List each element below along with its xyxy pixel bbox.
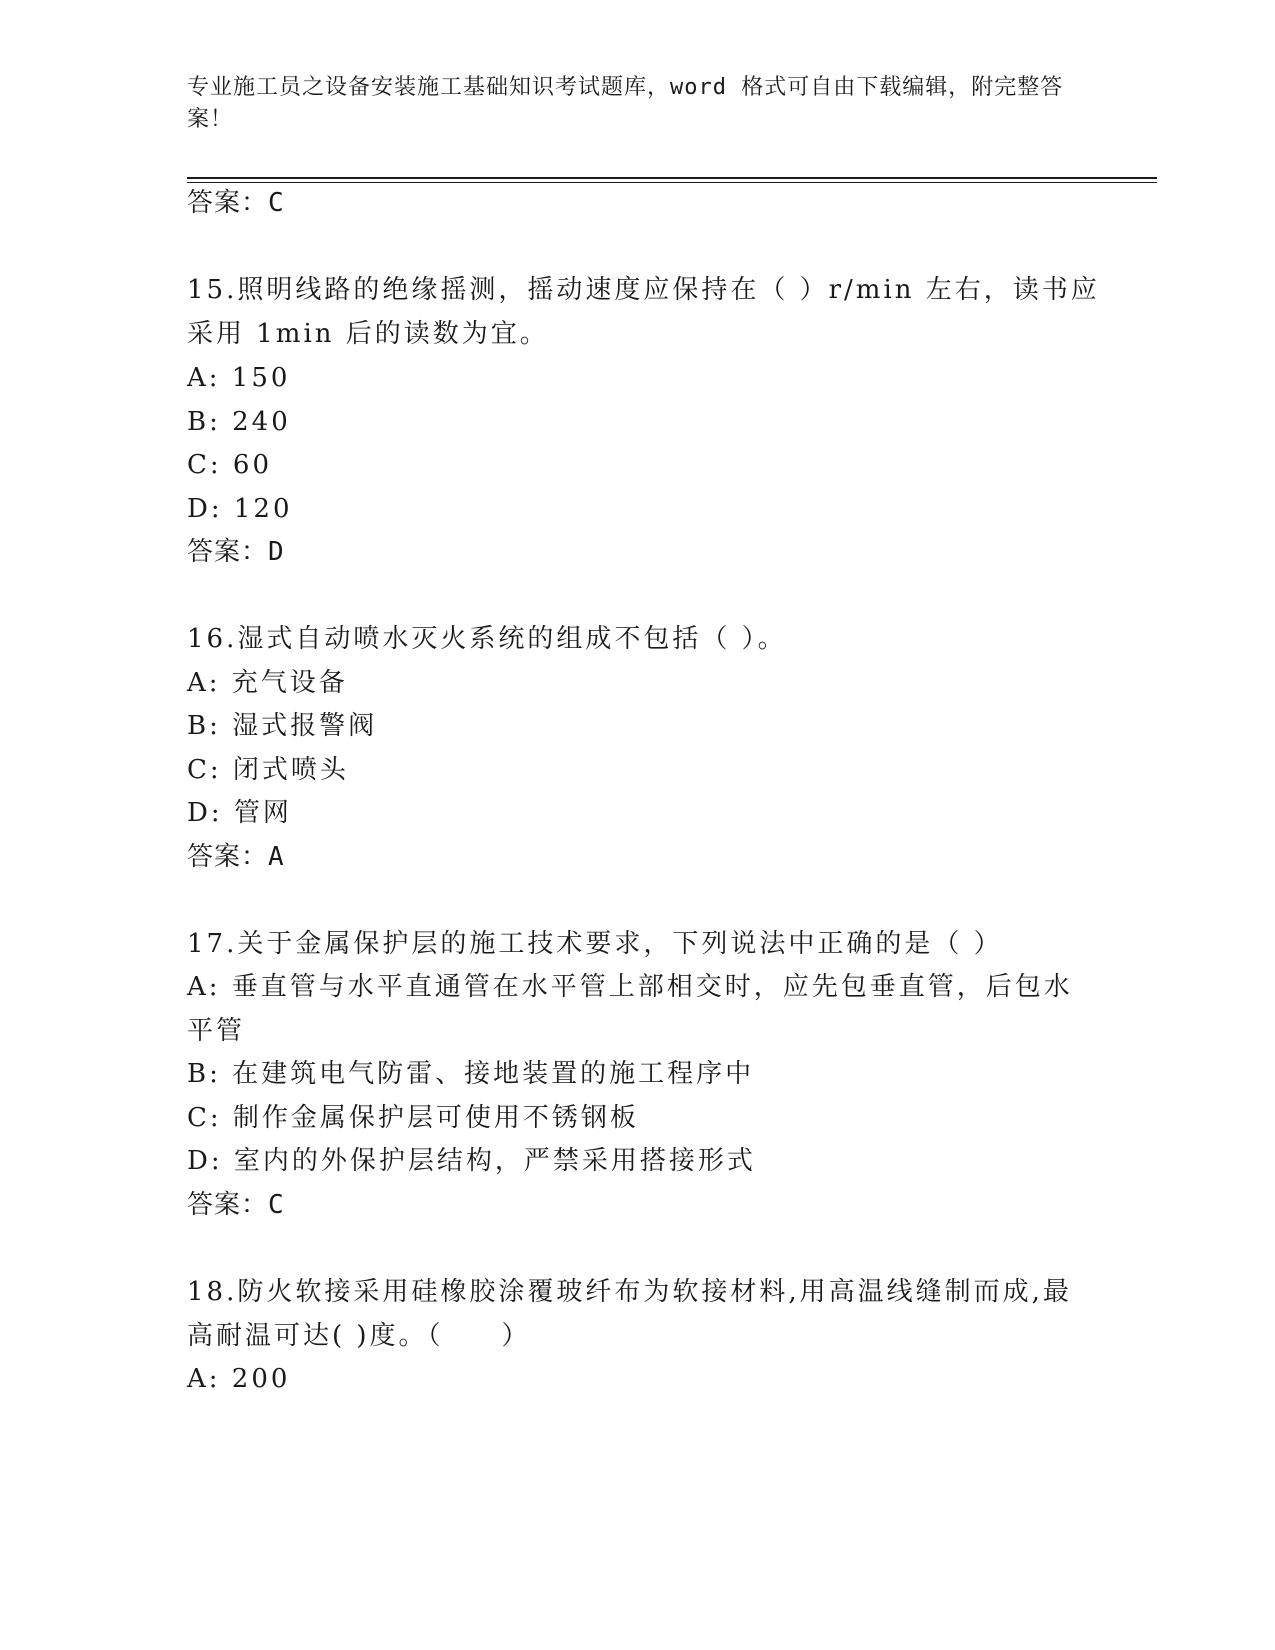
question-16-option-b: B: 湿式报警阀 <box>187 711 378 741</box>
question-15-stem-line-1: 15.照明线路的绝缘摇测，摇动速度应保持在（ ）r/min 左右，读书应 <box>187 275 1100 305</box>
question-18-option-a: A: 200 <box>187 1364 291 1394</box>
question-17-option-a-line-1: A: 垂直管与水平直通管在水平管上部相交时，应先包垂直管，后包水 <box>187 972 1073 1002</box>
question-15-option-d: D: 120 <box>187 494 293 524</box>
question-17-option-c: C: 制作金属保护层可使用不锈钢板 <box>187 1103 639 1133</box>
header-divider-bottom <box>187 182 1157 183</box>
question-16-option-c: C: 闭式喷头 <box>187 755 349 785</box>
question-16-answer: 答案：A <box>187 842 285 872</box>
question-15-stem-line-2: 采用 1min 后的读数为宜。 <box>187 319 549 349</box>
question-18-stem-line-2: 高耐温可达( )度。（ ） <box>187 1321 531 1351</box>
question-16-option-a: A: 充气设备 <box>187 668 348 698</box>
question-15-answer: 答案：D <box>187 537 285 567</box>
question-17-option-d: D: 室内的外保护层结构，严禁采用搭接形式 <box>187 1146 756 1176</box>
question-15-option-a: A: 150 <box>187 363 291 393</box>
question-18-stem-line-1: 18.防火软接采用硅橡胶涂覆玻纤布为软接材料,用高温线缝制而成,最 <box>187 1277 1072 1307</box>
question-17-stem: 17.关于金属保护层的施工技术要求，下列说法中正确的是（ ） <box>187 929 1003 959</box>
page-header: 专业施工员之设备安装施工基础知识考试题库，word 格式可自由下载编辑，附完整答案！ <box>187 75 1064 132</box>
question-15-option-b: B: 240 <box>187 407 291 437</box>
question-15-option-c: C: 60 <box>187 450 273 480</box>
question-17-option-a-line-2: 平管 <box>187 1016 246 1046</box>
answer-previous: 答案：C <box>187 188 285 218</box>
header-divider-top <box>187 177 1157 179</box>
question-16-option-d: D: 管网 <box>187 798 292 828</box>
question-17-option-b: B: 在建筑电气防雷、接地装置的施工程序中 <box>187 1059 755 1089</box>
question-17-answer: 答案：C <box>187 1190 285 1220</box>
question-16-stem: 16.湿式自动喷水灭火系统的组成不包括（ ）。 <box>187 624 787 654</box>
